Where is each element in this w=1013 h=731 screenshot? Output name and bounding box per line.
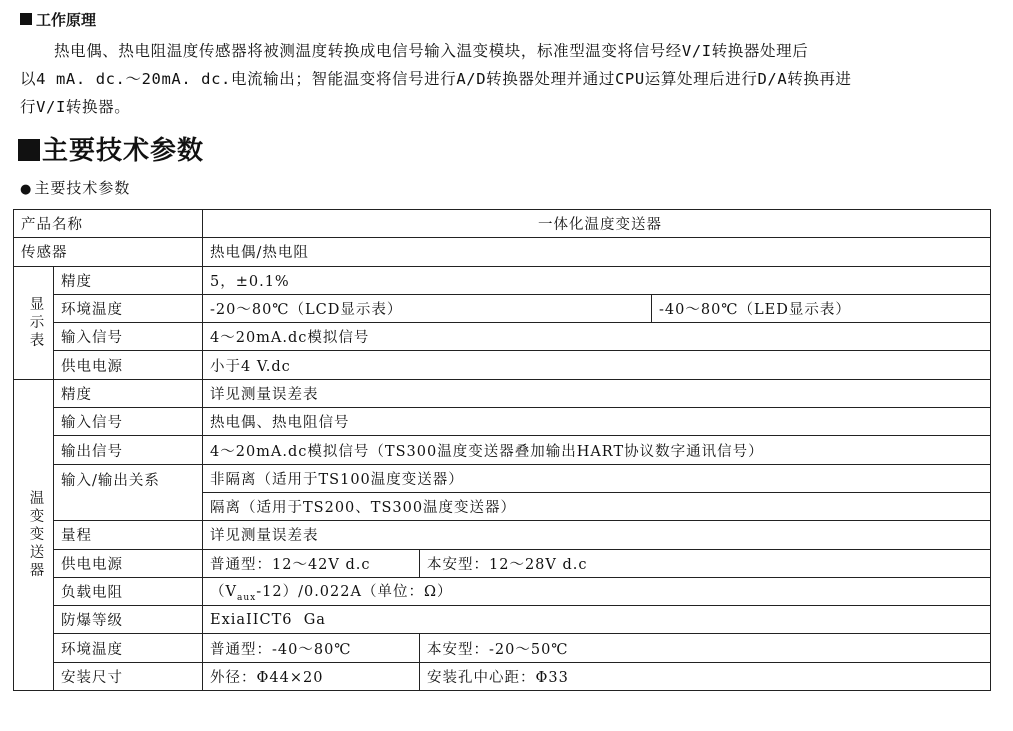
table-cell-label: 输出信号 [54,436,203,464]
table-row [14,351,991,379]
group-label-transmitter: 温变变送器 [14,379,54,690]
table-row [14,549,991,577]
table-cell-value: 4～20mA.dc模拟信号 [203,323,991,351]
table-cell-value: 热电偶/热电阻 [203,238,991,266]
table-row [14,606,991,634]
table-row [14,464,991,492]
table-cell-value: -20～80℃（LCD显示表） [203,294,652,322]
table-cell-label: 传感器 [14,238,203,266]
table-cell-value: -40～80℃（LED显示表） [652,294,991,322]
table-row [14,436,991,464]
sub-heading: ● 主要技术参数 [20,179,131,197]
paragraph-line: 行V/I转换器。 [20,98,131,116]
table-row [14,210,991,238]
table-row [14,521,991,549]
table-cell-label: 供电电源 [54,549,203,577]
table-cell-value: 详见测量误差表 [203,521,991,549]
square-bullet-icon [20,13,32,25]
table-row [14,323,991,351]
table-cell-label: 环境温度 [54,634,203,662]
table-cell-label: 输入/输出关系 [54,464,203,521]
table-cell-label: 输入信号 [54,323,203,351]
group-label-display: 显示表 [14,266,54,379]
table-cell-label: 精度 [54,379,203,407]
table-cell-value: $(V_{aux}-12)/0.022A$（单位：Ω） [203,577,991,605]
table-cell-label: 供电电源 [54,351,203,379]
table-cell-value: 普通型：-40～80℃ [203,634,420,662]
table-cell-value: 小于4 V.dc [203,351,991,379]
table-row [14,294,991,322]
table-row [14,379,991,407]
table-row [14,266,991,294]
spec-table [13,209,991,691]
table-cell-value: 5，±0.1% [203,266,991,294]
table-cell-value: 4～20mA.dc模拟信号（TS300温度变送器叠加输出HART协议数字通讯信号） [203,436,991,464]
table-cell-value: 非隔离（适用于TS100温度变送器） [203,464,991,492]
table-cell-value: 详见测量误差表 [203,379,991,407]
paragraph-line: 热电偶、热电阻温度传感器将被测温度转换成电信号输入温变模块，标准型温变将信号经V/I转换器处理后 [54,42,809,60]
principle-paragraph [20,37,980,121]
table-cell-value: 安装孔中心距：Φ33 [420,662,991,690]
square-bullet-icon [18,139,40,161]
table-row [14,408,991,436]
table-cell-value: 外径：Φ44×20 [203,662,420,690]
table-cell-label: 产品名称 [14,210,203,238]
table-row [14,577,991,605]
table-cell-value: ExiaIICT6 Ga [203,606,991,634]
table-cell-label: 量程 [54,521,203,549]
table-row [14,662,991,690]
table-row [14,634,991,662]
main-heading: 主要技术参数 [18,130,204,167]
table-cell-value: 隔离（适用于TS200、TS300温度变送器） [203,492,991,520]
paragraph-line: 以4 mA. dc.～20mA. dc.电流输出；智能温变将信号进行A/D转换器处理并通过CPU运算处理后进行D/A转换再进 [20,70,852,88]
table-cell-value: 一体化温度变送器 [203,210,991,238]
table-row [14,238,991,266]
table-cell-value: 普通型：12～42V d.c [203,549,420,577]
table-cell-label: 精度 [54,266,203,294]
table-cell-value: 本安型：-20～50℃ [420,634,991,662]
table-cell-label: 安装尺寸 [54,662,203,690]
circle-bullet-icon: ● [20,182,33,197]
table-cell-label: 防爆等级 [54,606,203,634]
table-cell-label: 负载电阻 [54,577,203,605]
table-cell-value: 本安型：12～28V d.c [420,549,991,577]
section-title: 工作原理 [20,9,96,30]
table-cell-label: 环境温度 [54,294,203,322]
table-cell-value: 热电偶、热电阻信号 [203,408,991,436]
table-cell-label: 输入信号 [54,408,203,436]
